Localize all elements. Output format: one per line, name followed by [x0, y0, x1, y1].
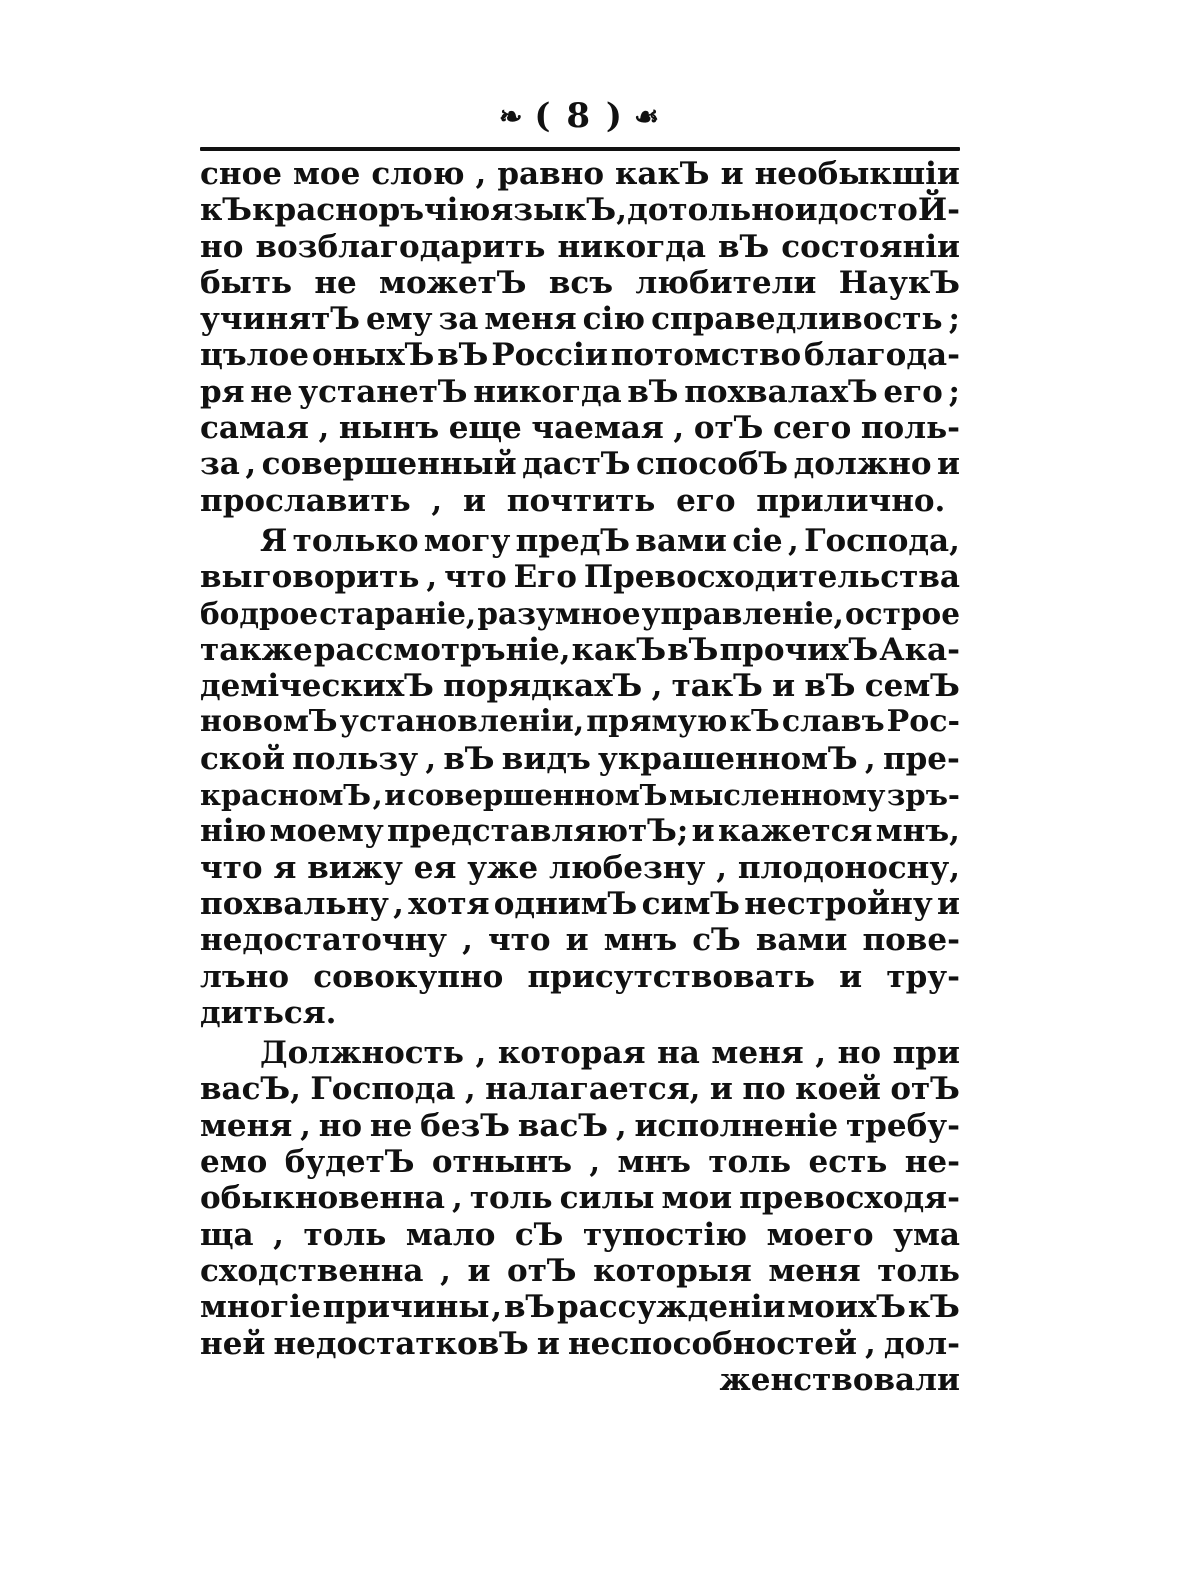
text-line: похвальну , хотя однимЪ симЪ нестройну и: [200, 885, 960, 922]
text-line: многiе причины , вЪ рассужденiи моихЪ кЪ: [200, 1289, 960, 1326]
header-rule: [200, 147, 960, 151]
text-line: красномЪ , и совершенномЪ мысленному зръ-: [200, 778, 960, 813]
text-line: ря не устанетЪ никогда вЪ похвалахЪ его ;: [200, 373, 960, 410]
text-line: также рассмотрънiе, какЪ вЪ прочихЪ Ака-: [200, 631, 960, 668]
text-line: что я вижу ея уже любезну , плодоносну,: [200, 849, 960, 886]
text-line: Должность , которая на меня , но при: [260, 1035, 960, 1072]
text-line: бодрое старанiе, разумное управленiе, острое: [200, 595, 960, 631]
text-line: прославить , и почтить его прилично.: [200, 482, 946, 519]
text-line: ней недостатковЪ и неспособностей , дол-: [200, 1325, 960, 1362]
page-header: [200, 88, 960, 144]
text-line: Я только могу предЪ вами сiе , Господа,: [260, 522, 960, 559]
text-line: учинятЪ ему за меня сiю справедливость ;: [200, 301, 960, 338]
text-line: самая , нынъ еще чаемая , отЪ сего поль-: [200, 410, 960, 447]
text-line: выговорить , что Его Превосходительства: [200, 559, 960, 596]
text-line: обыкновенна , толь силы мои превосходя-: [200, 1180, 960, 1217]
text-line: сходственна , и отЪ которыя меня толь: [200, 1252, 960, 1289]
text-line: за , совершенный дастЪ способЪ должно и: [200, 446, 960, 483]
catchword: женствовали: [719, 1361, 960, 1398]
left-ornament-icon: ❧: [498, 99, 525, 133]
text-line: нiю моему представляютЪ; и кажется мнъ,: [200, 813, 960, 850]
page-number: ( 8 ): [534, 96, 624, 136]
text-line: быть не можетЪ всъ любители НаукЪ: [200, 264, 960, 301]
text-line: новомЪ установленiи, прямую кЪ славъ Рос-: [200, 704, 960, 740]
text-line: кЪ красноръчiю языкЪ , дотольно и достоЙ-: [200, 192, 960, 229]
text-line: демiческихЪ порядкахЪ , такЪ и вЪ семЪ: [200, 668, 960, 705]
text-line: недостаточну , что и мнъ сЪ вами повe-: [200, 922, 960, 959]
text-line: но возблагодарить никогда вЪ состоянiи: [200, 228, 960, 265]
text-line: сное мое слою , равно какЪ и необыкшiи: [200, 156, 960, 192]
text-line: ской пользу , вЪ видъ украшенномЪ , пре-: [200, 740, 960, 777]
text-line: ща , толь мало сЪ тупостiю моего ума: [200, 1216, 960, 1253]
text-line: диться.: [200, 994, 337, 1031]
right-ornament-icon: ☙: [633, 99, 662, 133]
text-line: цълое оныхЪ вЪ Россiи потомство благода-: [200, 337, 960, 374]
text-line: емо будетЪ отнынъ , мнъ толь есть не-: [200, 1144, 960, 1181]
body-text: [200, 156, 960, 1398]
text-line: лъно совокупно присутствовать и тру-: [200, 958, 960, 995]
text-line: васЪ, Господа , налагается, и по коей отЪ: [200, 1071, 960, 1108]
text-line: меня , но не безЪ васЪ , исполненiе требу-: [200, 1107, 960, 1144]
